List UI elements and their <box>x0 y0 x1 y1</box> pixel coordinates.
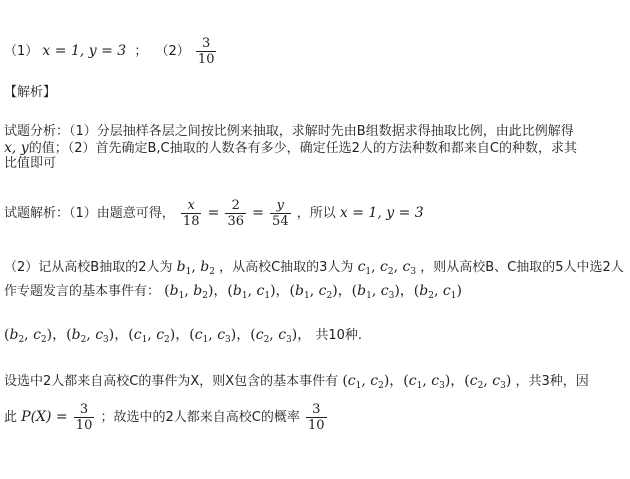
fraction-y-54 <box>270 198 291 229</box>
analysis-line-2-text: 的值；（2）首先确定B,C抽取的人数各有多少，确定任选2人的方法种数和都来自C的种数，求其 <box>28 141 577 156</box>
conclusion-text-b: ，共3种，因 <box>515 374 589 389</box>
part2-label: （2） <box>155 44 190 59</box>
final-denominator: 10 <box>307 418 325 433</box>
fraction-x-18 <box>181 198 202 229</box>
text-b-intro: （2）记从高校B抽取的2人为 <box>4 260 173 275</box>
analysis-line-3: 比值即可 <box>4 156 57 171</box>
event-list-c: ($c_1$, $c_2$)，($c_1$, $c_3$)，($c_2$, $c_3$) <box>342 373 512 391</box>
section-title: 【解析】 <box>4 85 57 100</box>
probability-numerator: 3 <box>79 402 89 417</box>
probability-expression: P(X) = <box>21 409 68 425</box>
probability-fraction <box>74 402 95 433</box>
event-total: 共10种. <box>315 328 363 343</box>
probability-denominator: 10 <box>75 418 93 433</box>
answer-line <box>4 36 218 67</box>
solution-part2-line-1 <box>4 258 624 281</box>
conclusion-text-c: ；故选中的2人都来自高校C的概率 <box>100 410 300 425</box>
events-prefix: 作专题发言的基本事件有： <box>4 284 161 299</box>
c-people: $c_1$, $c_2$, $c_3$ <box>357 259 417 277</box>
b-people: $b_1$, $b_2$ <box>176 259 215 277</box>
fraction-numerator: 3 <box>202 36 211 51</box>
numerator-y: y <box>276 198 284 213</box>
event-list-1: ($b_1$, $b_2$)，($b_1$, $c_1$)，($b_1$, $c_2$)，($b_1$, $c_3$)，($b_2$, $c_1$) <box>164 283 462 301</box>
variables-xy: x, y <box>4 140 29 156</box>
conclusion-prefix: 此 <box>4 410 18 425</box>
solution-prefix: 试题解析：（1）由题意可得， <box>4 206 175 221</box>
conclusion-text-a: 设选中2人都来自高校C的事件为X，则X包含的基本事件有 <box>4 374 339 389</box>
solution-part1: 试题解析：（1）由题意可得， $\frac{x}{18}$ = $\frac{2}{36}$ = $\frac{y}{54}$ ，所以 x = 1, y = 3 <box>4 198 424 229</box>
solution-result: x = 1, y = 3 <box>339 205 424 221</box>
denominator-18: 18 <box>182 214 200 229</box>
conclusion-line-1 <box>4 372 589 395</box>
event-list-2: ($b_2$, $c_2$)，($b_2$, $c_3$)，($c_1$, $c_2$)，($c_1$, $c_3$)，($c_2$, $c_3$)， <box>4 327 312 345</box>
numerator-x: x <box>187 198 195 213</box>
fraction-denominator: 10 <box>197 52 215 67</box>
analysis-line-1: 试题分析：（1）分层抽样各层之间按比例来抽取，求解时先由B组数据求得抽取比例，由此比例解得 <box>4 124 574 139</box>
solution-part2-line-3 <box>4 326 362 349</box>
solution-part2-line-2 <box>4 282 462 305</box>
conclusion-line-2 <box>4 402 329 433</box>
fraction-2-36 <box>225 198 246 229</box>
text-c-intro: ，从高校C抽取的3人为 <box>219 260 354 275</box>
part2-fraction <box>196 36 217 67</box>
solution-suffix: ，所以 <box>296 206 336 221</box>
part1-label: （1） <box>4 44 39 59</box>
analysis-line-2 <box>4 139 577 158</box>
numerator-2: 2 <box>231 198 240 213</box>
part1-expression: x = 1, y = 3 <box>42 43 127 59</box>
separator: ； <box>134 44 148 59</box>
denominator-54: 54 <box>272 214 289 229</box>
final-numerator: 3 <box>312 402 321 417</box>
final-fraction <box>306 402 327 433</box>
denominator-36: 36 <box>227 214 245 229</box>
text-select: ，则从高校B、C抽取的5人中选2人 <box>420 260 624 275</box>
